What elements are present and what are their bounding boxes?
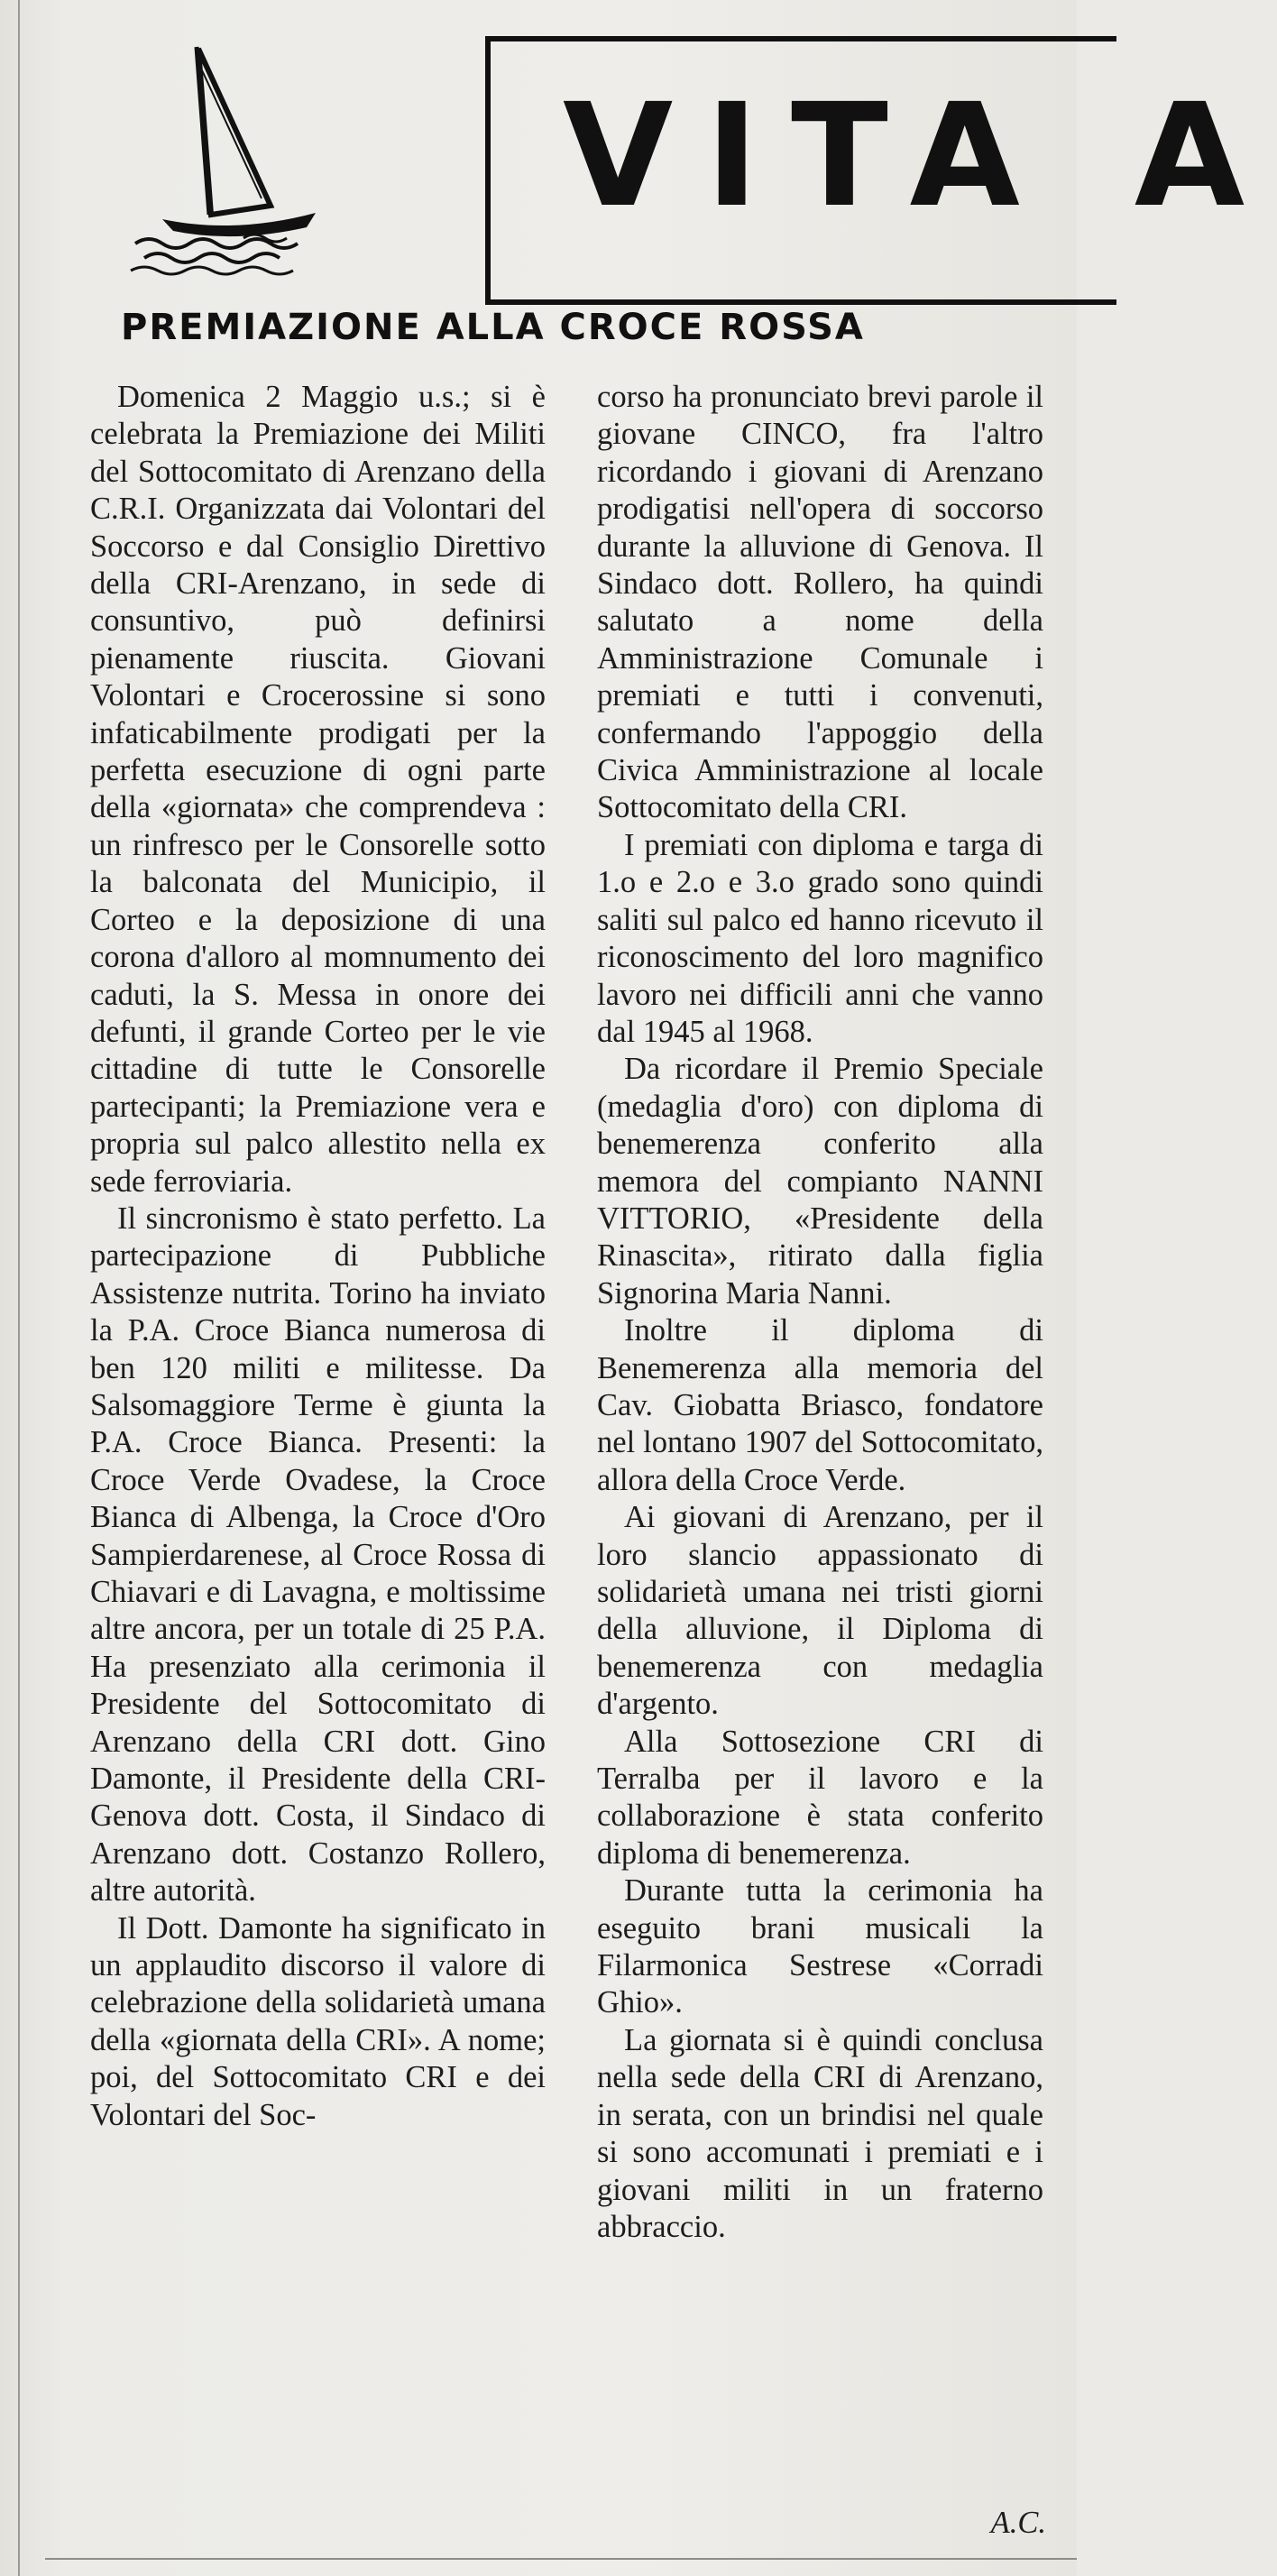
article-column-left	[90, 379, 546, 2134]
paragraph: Inoltre il diploma di Benemerenza alla memoria del Cav. Giobatta Briasco, fondatore nel lontano 1907 del Sottocomitato, allora della Croce Verde.	[597, 1313, 1043, 1497]
paragraph-continuation: corso ha pronunciato brevi parole il giovane CINCO, fra l'altro ricordando i giovani di Arenzano prodigatisi nell'opera di soccorso durante la alluvione di Genova. Il Sindaco dott. Rollero, ha quindi salutato a nome della Amministrazione Comunale i premiati e tutti i convenuti, confermando l'appoggio della Civica Amministrazione al locale Sottocomitato della CRI.	[597, 380, 1043, 825]
paragraph: Ai giovani di Arenzano, per il loro slancio appassionato di solidarietà umana nei tristi giorni della alluvione, il Diploma di benemerenza con medaglia d'argento.	[597, 1500, 1043, 1722]
article-headline: PREMIAZIONE ALLA CROCE ROSSA	[121, 307, 865, 348]
section-masthead-box	[485, 36, 1277, 305]
paragraph: I premiati con diploma e targa di 1.o e 2.o e 3.o grado sono quindi saliti sul palco ed hanno ricevuto il riconoscimento del loro magnifico lavoro nei difficili anni che vanno dal 1945 al 1968.	[597, 827, 1043, 1049]
article-column-right	[597, 379, 1043, 2246]
paragraph: Il Dott. Damonte ha significato in un applaudito discorso il valore di celebrazione della solidarietà umana della «giornata della CRI». A nome; poi, del Sottocomitato CRI e dei Volontari del Soc-	[90, 1910, 546, 2132]
paragraph: La giornata si è quindi conclusa nella sede della CRI di Arenzano, in serata, con un brindisi nel quale si sono accomunati i premiati e i giovani militi in un fraterno abbraccio.	[597, 2022, 1043, 2244]
section-title: VITA A	[563, 73, 1277, 239]
paragraph: Il sincronismo è stato perfetto. La partecipazione di Pubbliche Assistenze nutrita. Torino ha inviato la P.A. Croce Bianca numerosa di ben 120 militi e militesse. Da Salsomaggiore Terme è giunta la P.A. Croce Bianca. Presenti: la Croce Verde Ovadese, la Croce Bianca di Albenga, la Croce d'Oro Sampierdarenese, al Croce Rossa di Chiavari e di Lavagna, e moltissime altre ancora, per un totale di 25 P.A. Ha presenziato alla cerimonia il Presidente del Sottocomitato di Arenzano della CRI dott. Gino Damonte, il Presidente della CRI-Genova dott. Costa, il Sindaco di Arenzano dott. Costanzo Rollero, altre autorità.	[90, 1201, 546, 1909]
paragraph: Alla Sottosezione CRI di Terralba per il lavoro e la collaborazione è stata conferito diploma di benemerenza.	[597, 1724, 1043, 1871]
binding-edge-line	[18, 0, 20, 2576]
paragraph: Durante tutta la cerimonia ha eseguito brani musicali la Filarmonica Sestrese «Corradi Ghio».	[597, 1873, 1043, 2020]
bottom-rule	[45, 2558, 1077, 2560]
paragraph: Da ricordare il Premio Speciale (medaglia d'oro) con diploma di benemerenza conferito alla memora del compianto NANNI VITTORIO, «Presidente della Rinascita», ritirato dalla figlia Signorina Maria Nanni.	[597, 1052, 1043, 1311]
paragraph: Domenica 2 Maggio u.s.; si è celebrata la Premiazione dei Militi del Sottocomitato di Arenzano della C.R.I. Organizzata dai Volontari del Soccorso e dal Consiglio Direttivo della CRI-Arenzano, in sede di consuntivo, può definirsi pienamente riuscita. Giovani Volontari e Crocerossine si sono infaticabilmente prodigati per la perfetta esecuzione di ogni parte della «giornata» che comprendeva : un rinfresco per le Consorelle sotto la balconata del Municipio, il Corteo e la deposizione di una corona d'alloro al momnumento dei caduti, la S. Messa in onore dei defunti, il grande Corteo per le vie cittadine di tutte le Consorelle partecipanti; la Premiazione vera e propria sul palco allestito nella ex sede ferroviaria.	[90, 380, 546, 1199]
sailboat-icon	[126, 34, 343, 278]
author-signature: A.C.	[990, 2506, 1046, 2540]
